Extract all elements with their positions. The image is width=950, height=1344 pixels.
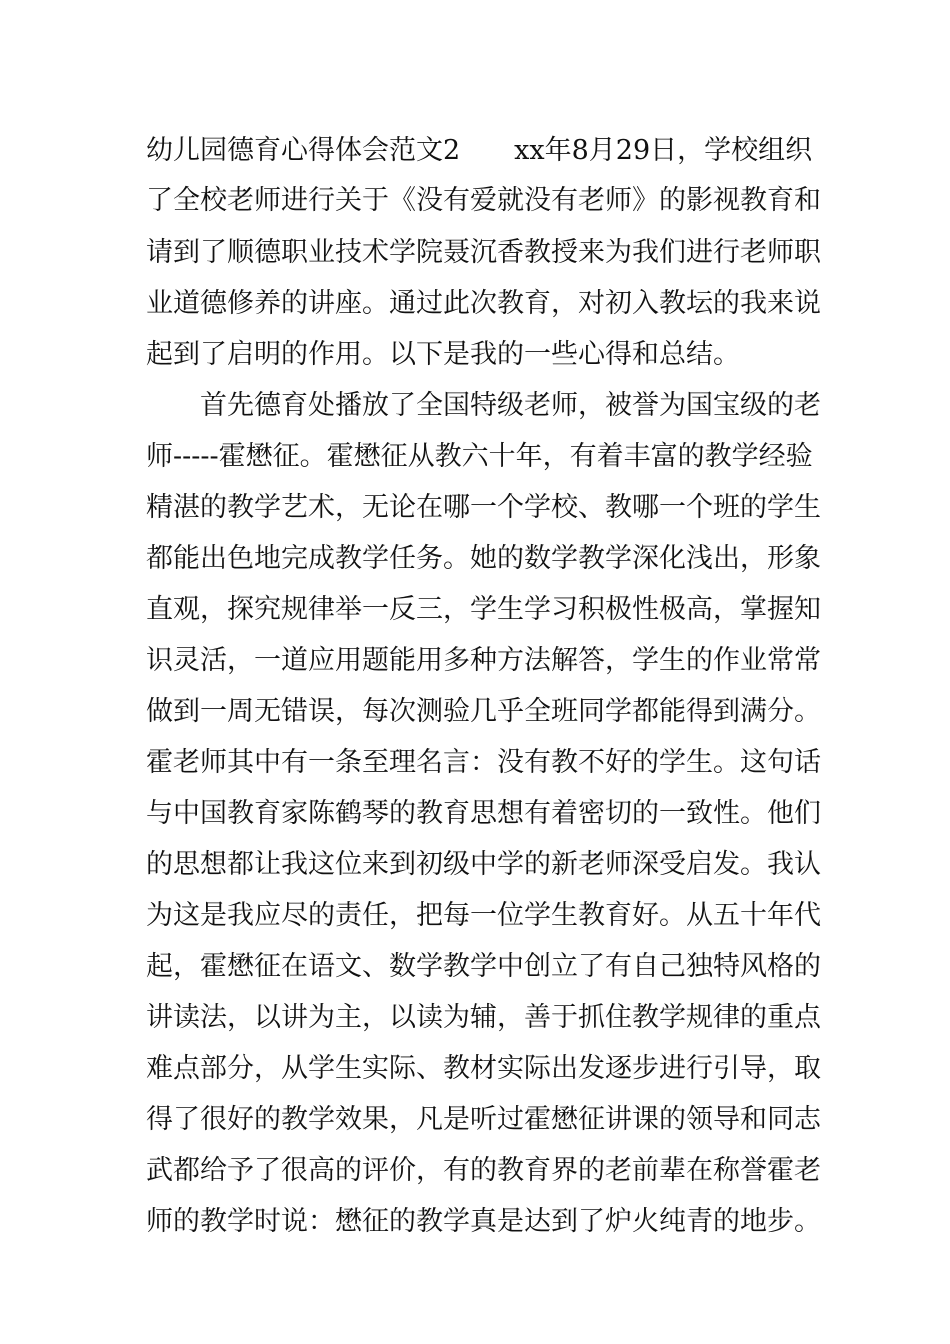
text-line: 做到一周无错误，每次测验几乎全班同学都能得到满分。 — [146, 696, 821, 727]
text-line: 起到了启明的作用。以下是我的一些心得和总结。 — [146, 339, 740, 370]
text-line: 幼儿园德育心得体会范文2 xx年8月29日，学校组织 — [146, 135, 813, 166]
text-line: 业道德修养的讲座。通过此次教育，对初入教坛的我来说 — [146, 288, 821, 319]
text-line: 了全校老师进行关于《没有爱就没有老师》的影视教育和 — [146, 185, 821, 216]
text-line: 与中国教育家陈鹤琴的教育思想有着密切的一致性。他们 — [146, 798, 821, 829]
text-line: 起，霍懋征在语文、数学教学中创立了有自己独特风格的 — [146, 951, 821, 982]
text-line: 师-----霍懋征。霍懋征从教六十年，有着丰富的教学经验 — [146, 441, 813, 472]
text-line: 得了很好的教学效果，凡是听过霍懋征讲课的领导和同志 — [146, 1104, 821, 1135]
text-line: 武都给予了很高的评价，有的教育界的老前辈在称誉霍老 — [146, 1155, 821, 1186]
text-line: 为这是我应尽的责任，把每一位学生教育好。从五十年代 — [146, 900, 821, 931]
text-line: 的思想都让我这位来到初级中学的新老师深受启发。我认 — [146, 849, 821, 880]
text-line: 请到了顺德职业技术学院聂沉香教授来为我们进行老师职 — [146, 237, 821, 268]
text-line: 首先德育处播放了全国特级老师，被誉为国宝级的老 — [146, 390, 821, 421]
text-line: 讲读法，以讲为主，以读为辅，善于抓住教学规律的重点 — [146, 1002, 821, 1033]
text-line: 难点部分，从学生实际、教材实际出发逐步进行引导，取 — [146, 1053, 821, 1084]
text-line: 精湛的教学艺术，无论在哪一个学校、教哪一个班的学生 — [146, 492, 821, 523]
text-line: 霍老师其中有一条至理名言：没有教不好的学生。这句话 — [146, 747, 821, 778]
text-line: 都能出色地完成教学任务。她的数学教学深化浅出，形象 — [146, 543, 821, 574]
text-line: 识灵活，一道应用题能用多种方法解答，学生的作业常常 — [146, 645, 821, 676]
text-line: 直观，探究规律举一反三，学生学习积极性极高，掌握知 — [146, 594, 821, 625]
text-line: 师的教学时说：懋征的教学真是达到了炉火纯青的地步。 — [146, 1206, 821, 1237]
